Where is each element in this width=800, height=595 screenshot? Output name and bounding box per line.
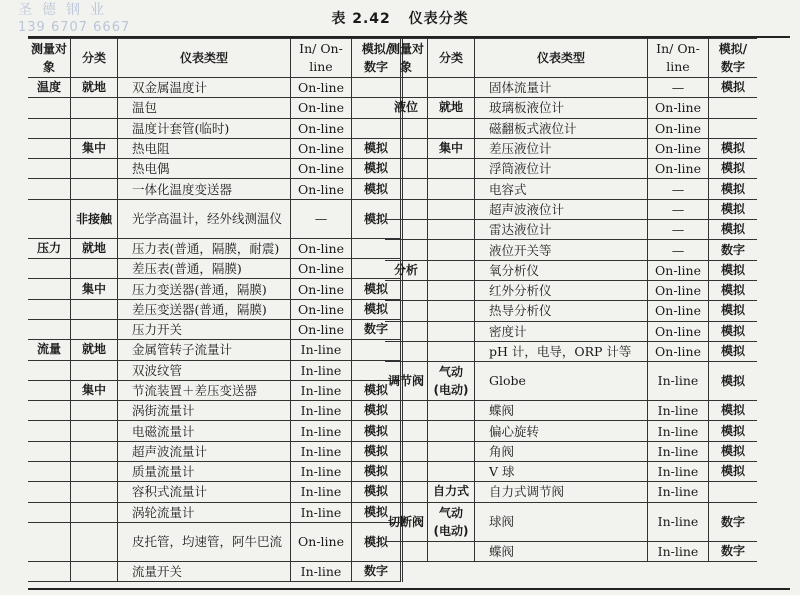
table-row	[28, 279, 402, 299]
cell-instrument-type: pH 计，电导，ORP 计等	[475, 341, 648, 361]
table-row	[385, 362, 757, 401]
cell-instrument-type: 偏心旋转	[475, 421, 648, 441]
cell-signal: 模拟	[352, 421, 402, 441]
cell-category	[428, 78, 475, 98]
cell-line: —	[648, 179, 709, 199]
table-row	[28, 199, 402, 238]
cell-signal: 模拟	[709, 138, 758, 158]
table-row	[28, 159, 402, 179]
cell-instrument-type: 光学高温计，经外线测温仪	[118, 199, 291, 238]
cell-line: In-line	[648, 502, 709, 541]
table-title: 仪表分类	[408, 11, 469, 27]
cell-signal: 模拟	[352, 299, 402, 319]
table-row	[385, 159, 757, 179]
watermark-company: 圣德钢业	[18, 2, 114, 18]
cell-instrument-type: 压力开关	[118, 319, 291, 339]
cell-line: On-line	[291, 522, 352, 561]
cell-signal: 模拟	[709, 441, 758, 461]
cell-signal: 模拟	[352, 138, 402, 158]
cell-object	[28, 159, 71, 179]
cell-signal: 模拟	[709, 462, 758, 482]
cell-category	[71, 441, 118, 461]
cell-line: On-line	[648, 321, 709, 341]
cell-instrument-type: 节流装置＋差压变送器	[118, 380, 291, 400]
cell-signal	[709, 98, 758, 118]
table-row	[385, 341, 757, 361]
cell-line: On-line	[291, 98, 352, 118]
cell-line: In-line	[648, 541, 709, 561]
cell-category	[71, 421, 118, 441]
cell-object	[385, 220, 428, 240]
cell-line: On-line	[291, 279, 352, 299]
header-object: 测量对象	[385, 39, 428, 78]
cell-category: 集中	[71, 138, 118, 158]
cell-category	[428, 341, 475, 361]
cell-signal: 数字	[352, 319, 402, 339]
table-row	[385, 301, 757, 321]
cell-signal: 模拟	[709, 159, 758, 179]
table-row	[28, 522, 402, 561]
cell-object	[385, 321, 428, 341]
table-row	[28, 179, 402, 199]
cell-category	[71, 299, 118, 319]
cell-instrument-type: 质量流量计	[118, 462, 291, 482]
table-row	[385, 421, 757, 441]
cell-object	[385, 462, 428, 482]
cell-line: In-line	[291, 482, 352, 502]
cell-object	[385, 482, 428, 502]
cell-category	[71, 118, 118, 138]
right-table	[385, 38, 757, 562]
cell-object: 液位	[385, 98, 428, 118]
table-row	[385, 462, 757, 482]
cell-category: 集中	[428, 138, 475, 158]
cell-object	[385, 301, 428, 321]
cell-object	[28, 360, 71, 380]
cell-object	[28, 380, 71, 400]
cell-category	[428, 541, 475, 561]
table-row	[385, 260, 757, 280]
cell-category	[428, 199, 475, 219]
cell-line: On-line	[648, 138, 709, 158]
cell-line: In-line	[648, 421, 709, 441]
cell-instrument-type: 差压变送器(普通，隔膜)	[118, 299, 291, 319]
cell-category	[428, 401, 475, 421]
cell-line: In-line	[291, 441, 352, 461]
cell-signal	[709, 118, 758, 138]
cell-signal: 模拟	[352, 441, 402, 461]
cell-category: 集中	[71, 380, 118, 400]
cell-instrument-type: 磁翻板式液位计	[475, 118, 648, 138]
cell-line: On-line	[291, 159, 352, 179]
cell-signal: 模拟	[709, 341, 758, 361]
cell-line: In-line	[291, 340, 352, 360]
cell-line: In-line	[648, 401, 709, 421]
cell-category	[71, 561, 118, 581]
table-row	[28, 78, 402, 98]
header-signal: 模拟/ 数字	[709, 39, 758, 78]
cell-object	[28, 138, 71, 158]
cell-category: 就地	[428, 98, 475, 118]
cell-signal: 模拟	[709, 421, 758, 441]
table-left-half	[28, 38, 403, 582]
cell-instrument-type: V 球	[475, 462, 648, 482]
cell-object: 调节阀	[385, 362, 428, 401]
cell-signal: 模拟	[709, 362, 758, 401]
cell-category	[71, 401, 118, 421]
cell-instrument-type: 玻璃板液位计	[475, 98, 648, 118]
cell-object	[385, 240, 428, 260]
cell-object	[385, 341, 428, 361]
cell-object	[385, 441, 428, 461]
cell-instrument-type: 球阀	[475, 502, 648, 541]
cell-category	[428, 220, 475, 240]
cell-line: —	[648, 240, 709, 260]
cell-signal: 模拟	[709, 220, 758, 240]
header-type: 仪表类型	[118, 39, 291, 78]
cell-signal: 模拟	[352, 401, 402, 421]
table-row	[385, 482, 757, 502]
cell-instrument-type: 氧分析仪	[475, 260, 648, 280]
cell-object	[385, 421, 428, 441]
cell-signal: 模拟	[352, 462, 402, 482]
cell-category	[71, 360, 118, 380]
cell-object	[385, 159, 428, 179]
table-row	[28, 299, 402, 319]
cell-line: —	[648, 78, 709, 98]
table-row	[385, 401, 757, 421]
table-row	[28, 401, 402, 421]
cell-instrument-type: 热电偶	[118, 159, 291, 179]
cell-signal: 数字	[709, 240, 758, 260]
cell-instrument-type: 蝶阀	[475, 401, 648, 421]
cell-line: In-line	[291, 360, 352, 380]
cell-signal: 数字	[709, 541, 758, 561]
header-object: 测量对象	[28, 39, 71, 78]
cell-signal: 模拟	[352, 502, 402, 522]
cell-category	[71, 259, 118, 279]
cell-signal: 模拟	[709, 401, 758, 421]
cell-line: In-line	[648, 462, 709, 482]
cell-instrument-type: 金属管转子流量计	[118, 340, 291, 360]
cell-category: 气动 (电动)	[428, 502, 475, 541]
cell-category: 就地	[71, 340, 118, 360]
cell-category	[428, 301, 475, 321]
table-row	[28, 98, 402, 118]
cell-line: On-line	[291, 259, 352, 279]
header-signal: 模拟/ 数字	[352, 39, 402, 78]
cell-object: 温度	[28, 78, 71, 98]
cell-instrument-type: 超声波流量计	[118, 441, 291, 461]
cell-instrument-type: 浮筒液位计	[475, 159, 648, 179]
table-row	[385, 199, 757, 219]
cell-category	[428, 118, 475, 138]
header-row	[28, 39, 402, 78]
cell-object	[28, 199, 71, 238]
cell-instrument-type: 角阀	[475, 441, 648, 461]
header-line: In/ On-line	[291, 39, 352, 78]
cell-signal: 模拟	[709, 280, 758, 300]
cell-category: 集中	[71, 279, 118, 299]
cell-instrument-type: 容积式流量计	[118, 482, 291, 502]
cell-instrument-type: 差压液位计	[475, 138, 648, 158]
header-line: In/ On-line	[648, 39, 709, 78]
cell-signal: 模拟	[352, 522, 402, 561]
cell-object: 流量	[28, 340, 71, 360]
left-table	[28, 38, 403, 582]
cell-instrument-type: 双波纹管	[118, 360, 291, 380]
cell-object	[28, 441, 71, 461]
cell-line: On-line	[648, 260, 709, 280]
table-row	[385, 138, 757, 158]
cell-instrument-type: 液位开关等	[475, 240, 648, 260]
cell-signal: 模拟	[352, 380, 402, 400]
cell-line: In-line	[291, 561, 352, 581]
cell-instrument-type: 涡轮流量计	[118, 502, 291, 522]
cell-category	[428, 159, 475, 179]
cell-object	[28, 401, 71, 421]
cell-category	[428, 260, 475, 280]
table-caption	[0, 8, 800, 28]
cell-line: On-line	[291, 138, 352, 158]
table-row	[385, 441, 757, 461]
table-row	[385, 78, 757, 98]
cell-instrument-type: Globe	[475, 362, 648, 401]
table-row	[28, 421, 402, 441]
cell-signal: 模拟	[352, 199, 402, 238]
table-row	[28, 340, 402, 360]
cell-line: —	[648, 220, 709, 240]
cell-object: 切断阀	[385, 502, 428, 541]
cell-object	[385, 138, 428, 158]
cell-instrument-type: 温包	[118, 98, 291, 118]
cell-line: On-line	[291, 78, 352, 98]
cell-object	[28, 299, 71, 319]
cell-line: In-line	[291, 421, 352, 441]
cell-line: —	[291, 199, 352, 238]
cell-instrument-type: 热电阻	[118, 138, 291, 158]
cell-object	[28, 421, 71, 441]
cell-instrument-type: 双金属温度计	[118, 78, 291, 98]
cell-instrument-type: 电磁流量计	[118, 421, 291, 441]
cell-line: In-line	[291, 380, 352, 400]
cell-object	[385, 401, 428, 421]
cell-line: In-line	[291, 462, 352, 482]
cell-line: On-line	[291, 319, 352, 339]
left-table-body	[28, 78, 402, 582]
cell-line: In-line	[291, 401, 352, 421]
cell-signal: 模拟	[352, 482, 402, 502]
cell-line: In-line	[648, 482, 709, 502]
cell-instrument-type: 压力变送器(普通，隔膜)	[118, 279, 291, 299]
cell-object	[385, 199, 428, 219]
table-number: 表 2.42	[331, 11, 391, 27]
cell-object	[28, 561, 71, 581]
table-row	[28, 462, 402, 482]
cell-signal: 模拟	[709, 260, 758, 280]
table-row	[28, 380, 402, 400]
cell-object	[28, 462, 71, 482]
table-row	[385, 502, 757, 541]
cell-instrument-type: 压力表(普通，隔膜，耐震)	[118, 238, 291, 258]
header-row	[385, 39, 757, 78]
cell-line: On-line	[291, 238, 352, 258]
cell-instrument-type: 一体化温度变送器	[118, 179, 291, 199]
cell-line: In-line	[648, 441, 709, 461]
cell-line: In-line	[648, 362, 709, 401]
cell-category	[71, 462, 118, 482]
table-row	[28, 561, 402, 581]
cell-signal: 模拟	[709, 321, 758, 341]
table-row	[385, 118, 757, 138]
cell-object	[28, 522, 71, 561]
cell-signal: 模拟	[352, 159, 402, 179]
cell-line: On-line	[291, 299, 352, 319]
cell-category	[71, 482, 118, 502]
cell-category	[71, 159, 118, 179]
table-row	[28, 259, 402, 279]
cell-category	[428, 462, 475, 482]
cell-line: On-line	[648, 159, 709, 179]
cell-instrument-type: 热导分析仪	[475, 301, 648, 321]
header-category: 分类	[428, 39, 475, 78]
cell-instrument-type: 固体流量计	[475, 78, 648, 98]
table-row	[385, 240, 757, 260]
cell-instrument-type: 超声波液位计	[475, 199, 648, 219]
cell-object	[28, 482, 71, 502]
cell-object	[385, 118, 428, 138]
table-row	[385, 541, 757, 561]
cell-object: 分析	[385, 260, 428, 280]
cell-object	[28, 98, 71, 118]
header-type: 仪表类型	[475, 39, 648, 78]
table-right-half	[385, 38, 757, 562]
cell-instrument-type: 温度计套管(临时)	[118, 118, 291, 138]
cell-object	[28, 502, 71, 522]
cell-category: 自力式	[428, 482, 475, 502]
cell-signal: 模拟	[352, 179, 402, 199]
cell-object	[28, 179, 71, 199]
cell-instrument-type: 皮托管，均速管，阿牛巴流	[118, 522, 291, 561]
cell-signal: 数字	[352, 561, 402, 581]
table-row	[28, 360, 402, 380]
cell-category	[428, 421, 475, 441]
cell-line: On-line	[648, 341, 709, 361]
cell-signal: 模拟	[352, 279, 402, 299]
cell-instrument-type: 涡街流量计	[118, 401, 291, 421]
header-category: 分类	[71, 39, 118, 78]
table-row	[385, 220, 757, 240]
table-row	[28, 138, 402, 158]
cell-line: On-line	[648, 118, 709, 138]
cell-signal: 模拟	[709, 78, 758, 98]
cell-instrument-type: 红外分析仪	[475, 280, 648, 300]
cell-line: On-line	[648, 98, 709, 118]
cell-object	[28, 259, 71, 279]
table-row	[385, 98, 757, 118]
cell-instrument-type: 密度计	[475, 321, 648, 341]
table-row	[28, 441, 402, 461]
cell-category: 就地	[71, 78, 118, 98]
cell-object	[385, 78, 428, 98]
cell-object	[28, 319, 71, 339]
cell-line: On-line	[648, 280, 709, 300]
table-row	[385, 179, 757, 199]
cell-category	[71, 98, 118, 118]
cell-category	[428, 441, 475, 461]
table-row	[28, 238, 402, 258]
cell-line: On-line	[648, 301, 709, 321]
watermark-phone: 139 6707 6667	[18, 20, 131, 35]
cell-signal: 模拟	[709, 199, 758, 219]
cell-object: 压力	[28, 238, 71, 258]
cell-category	[71, 319, 118, 339]
table-row	[28, 482, 402, 502]
cell-instrument-type: 雷达液位计	[475, 220, 648, 240]
cell-instrument-type: 流量开关	[118, 561, 291, 581]
cell-object	[28, 118, 71, 138]
cell-line: On-line	[291, 179, 352, 199]
instrument-classification-table	[28, 36, 790, 590]
table-row	[28, 502, 402, 522]
cell-category: 就地	[71, 238, 118, 258]
cell-category: 非接触	[71, 199, 118, 238]
cell-line: On-line	[291, 118, 352, 138]
cell-category	[71, 522, 118, 561]
cell-signal: 模拟	[709, 179, 758, 199]
cell-line: In-line	[291, 502, 352, 522]
cell-category: 气动 (电动)	[428, 362, 475, 401]
table-row	[28, 118, 402, 138]
cell-object	[385, 280, 428, 300]
cell-category	[71, 502, 118, 522]
cell-instrument-type: 自力式调节阀	[475, 482, 648, 502]
cell-object	[385, 541, 428, 561]
cell-object	[385, 179, 428, 199]
cell-instrument-type: 差压表(普通，隔膜)	[118, 259, 291, 279]
cell-signal: 模拟	[709, 301, 758, 321]
table-row	[385, 280, 757, 300]
cell-category	[428, 179, 475, 199]
cell-category	[71, 179, 118, 199]
cell-category	[428, 321, 475, 341]
cell-signal: 数字	[709, 502, 758, 541]
cell-instrument-type: 电容式	[475, 179, 648, 199]
cell-line: —	[648, 199, 709, 219]
cell-object	[28, 279, 71, 299]
cell-instrument-type: 蝶阀	[475, 541, 648, 561]
table-row	[385, 321, 757, 341]
table-row	[28, 319, 402, 339]
cell-category	[428, 280, 475, 300]
cell-category	[428, 240, 475, 260]
right-table-body	[385, 78, 757, 562]
cell-signal	[709, 482, 758, 502]
